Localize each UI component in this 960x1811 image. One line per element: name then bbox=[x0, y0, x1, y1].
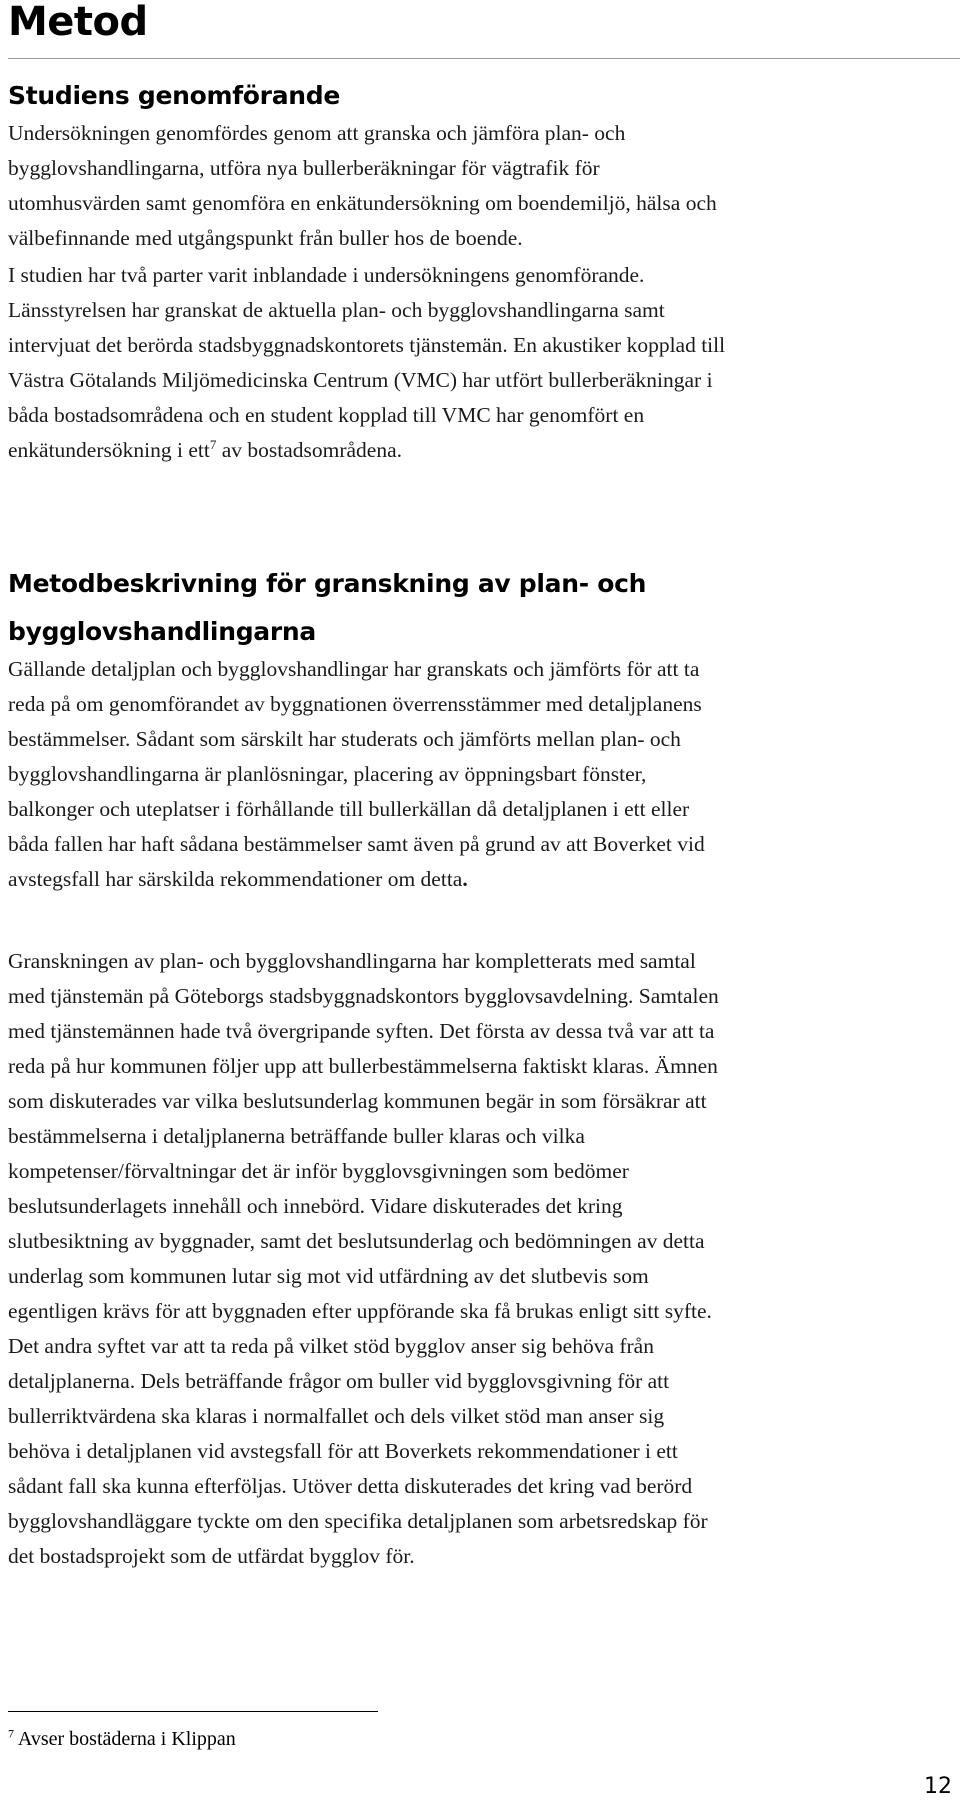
text-line: det bostadsprojekt som de utfärdat bygglov för. bbox=[8, 1544, 415, 1568]
text-line: bestämmelserna i detaljplanerna beträffande buller klaras och vilka bbox=[8, 1124, 585, 1148]
text-line: reda på hur kommunen följer upp att bullerbestämmelserna faktiskt klaras. Ämnen bbox=[8, 1054, 718, 1078]
text-line: beslutsunderlagets innehåll och innebörd. Vidare diskuterades det kring bbox=[8, 1194, 623, 1218]
text-line: med tjänstemännen hade två övergripande syften. Det första av dessa två var att ta bbox=[8, 1019, 715, 1043]
section-title-studiens-genomforande: Studiens genomförande bbox=[8, 81, 341, 110]
text-line: Granskningen av plan- och bygglovshandlingarna har kompletterats med samtal bbox=[8, 949, 696, 973]
text-line: kompetenser/förvaltningar det är inför bygglovsgivningen som bedömer bbox=[8, 1159, 629, 1183]
text-line: bullerriktvärdena ska klaras i normalfallet och dels vilket stöd man anser sig bbox=[8, 1404, 665, 1428]
paragraph-gallande-detaljplan bbox=[8, 652, 938, 897]
paragraph-granskningen bbox=[8, 944, 938, 1574]
text-line: I studien har två parter varit inblandade i undersökningens genomförande. bbox=[8, 263, 645, 287]
text-line: intervjuat det berörda stadsbyggnadskontorets tjänstemän. En akustiker kopplad till bbox=[8, 333, 726, 357]
text-line: bygglovshandlingarna är planlösningar, placering av öppningsbart fönster, bbox=[8, 762, 647, 786]
footnote-divider bbox=[8, 1711, 378, 1712]
text-line: bestämmelser. Sådant som särskilt har studerats och jämförts mellan plan- och bbox=[8, 727, 681, 751]
text-line: utomhusvärden samt genomföra en enkätundersökning om boendemiljö, hälsa och bbox=[8, 191, 717, 215]
page-heading: Metod bbox=[8, 0, 148, 45]
text-line: detaljplanerna. Dels beträffande frågor om buller vid bygglovsgivning för att bbox=[8, 1369, 670, 1393]
paragraph-undersokningen bbox=[8, 116, 938, 256]
text-line: behöva i detaljplanen vid avstegsfall för att Boverkets rekommendationer i ett bbox=[8, 1439, 678, 1463]
text-fragment-bold: . bbox=[462, 867, 468, 891]
text-line: egentligen krävs för att byggnaden efter uppförande ska få brukas enligt sitt syfte. bbox=[8, 1299, 712, 1323]
footnote-number: 7 bbox=[8, 1726, 14, 1741]
text-line: bygglovshandlingarna, utföra nya bullerberäkningar för vägtrafik för bbox=[8, 156, 600, 180]
text-line: som diskuterades var vilka beslutsunderlag kommunen begär in som försäkrar att bbox=[8, 1089, 707, 1113]
text-fragment: av bostadsområdena. bbox=[216, 438, 403, 462]
text-line: båda bostadsområdena och en student kopplad till VMC har genomfört en bbox=[8, 403, 645, 427]
text-line: bygglovshandläggare tyckte om den specifika detaljplanen som arbetsredskap för bbox=[8, 1509, 708, 1533]
text-line: sådant fall ska kunna efterföljas. Utöver detta diskuterades det kring vad berörd bbox=[8, 1474, 693, 1498]
text-line: balkonger och uteplatser i förhållande till bullerkällan då detaljplanen i ett eller bbox=[8, 797, 690, 821]
text-line: Västra Götalands Miljömedicinska Centrum (VMC) har utfört bullerberäkningar i bbox=[8, 368, 713, 392]
text-line bbox=[8, 862, 938, 897]
text-line: Undersökningen genomfördes genom att granska och jämföra plan- och bbox=[8, 121, 626, 145]
heading-divider bbox=[8, 58, 960, 59]
footnote bbox=[8, 1724, 236, 1754]
text-line: med tjänstemän på Göteborgs stadsbyggnadskontors bygglovsavdelning. Samtalen bbox=[8, 984, 719, 1008]
text-line: underlag som kommunen lutar sig mot vid utfärdning av det slutbevis som bbox=[8, 1264, 649, 1288]
footnote-reference: 7 bbox=[209, 436, 217, 452]
text-line: Det andra syftet var att ta reda på vilket stöd bygglov anser sig behöva från bbox=[8, 1334, 654, 1358]
footnote-text: Avser bostäderna i Klippan bbox=[14, 1728, 236, 1750]
text-line: reda på om genomförandet av byggnationen överrensstämmer med detaljplanens bbox=[8, 692, 702, 716]
page-number: 12 bbox=[924, 1774, 952, 1799]
text-line: slutbesiktning av byggnader, samt det beslutsunderlag och bedömningen av detta bbox=[8, 1229, 705, 1253]
text-line bbox=[8, 433, 938, 468]
text-line: båda fallen har haft sådana bestämmelser samt även på grund av att Boverket vid bbox=[8, 832, 705, 856]
text-line: Länsstyrelsen har granskat de aktuella plan- och bygglovshandlingarna samt bbox=[8, 298, 665, 322]
text-fragment: enkätundersökning i ett bbox=[8, 438, 210, 462]
text-line: Gällande detaljplan och bygglovshandlingar har granskats och jämförts för att ta bbox=[8, 657, 700, 681]
text-line: välbefinnande med utgångspunkt från buller hos de boende. bbox=[8, 226, 523, 250]
title-line: Metodbeskrivning för granskning av plan- och bbox=[8, 569, 647, 598]
text-fragment: avstegsfall har särskilda rekommendationer om detta bbox=[8, 867, 463, 891]
paragraph-i-studien bbox=[8, 258, 938, 468]
section-title-metodbeskrivning bbox=[8, 564, 646, 652]
title-line: bygglovshandlingarna bbox=[8, 617, 316, 646]
